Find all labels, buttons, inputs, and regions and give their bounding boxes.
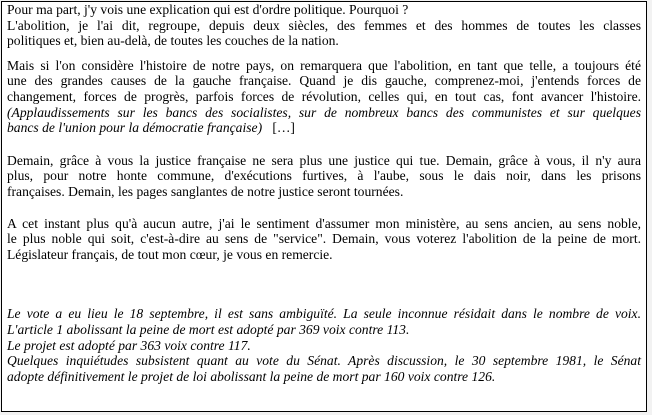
text-line: adopte définitivement le projet de loi abolissant la peine de mort par 160 voix contre 126. [7,368,496,384]
ellipsis-marker: […] [272,120,295,136]
applause-note-text: bancs de l'union pour la démocratie française) [7,120,263,136]
text-line: politiques et, bien au-delà, de toutes les couches de la nation. [7,33,339,49]
text-line: Le projet est adopté par 363 voix contre 117. [7,337,251,353]
text-line: Le vote a eu lieu le 18 septembre, il est sans ambiguïté. La seule inconnue résidait dans le nombre de voix. [7,306,641,322]
text-line: françaises. Demain, les pages sanglantes de notre justice seront tournées. [7,183,404,199]
document-frame [1,1,647,412]
paragraph-vote-result [7,306,641,384]
text-line: une des grandes causes de la gauche française. Quand je dis gauche, comprenez-moi, j'entends forces de [7,73,641,89]
text-line: Législateur français, de tout mon cœur, je vous en remercie. [7,246,333,262]
text-line: Quelques inquiétudes subsistent quant au vote du Sénat. Après discussion, le 30 septembre 1981, le Sénat [7,353,641,369]
text-line: le plus noble qui soit, c'est-à-dire au sens de "service". Demain, vous voterez l'abolition de la peine de mort. [7,231,641,247]
document-body [7,2,641,384]
text-line: Demain, grâce à vous la justice française ne sera plus une justice qui tue. Demain, grâce à vous, il n'y aura [7,152,641,168]
paragraph-tomorrow [7,153,641,200]
text-line: L'article 1 abolissant la peine de mort est adopté par 369 voix contre 113. [7,321,410,337]
text-line: plus, pour notre honte commune, d'exécutions furtives, à l'aube, sous le dais noir, dans les prisons [7,168,641,184]
text-line: changement, forces de progrès, parfois forces de révolution, celles qui, en tout cas, font avancer l'histoire. [7,88,641,104]
text-line: A cet instant plus qu'à aucun autre, j'ai le sentiment d'assumer mon ministère, au sens ancien, au sens noble, [7,215,641,231]
paragraph-history-left [7,58,641,136]
text-line: Pour ma part, j'y vois une explication qui est d'ordre politique. Pourquoi ? [7,2,409,17]
paragraph-conclusion [7,216,641,263]
text-line: L'abolition, je l'ai dit, regroupe, depuis deux siècles, des femmes et des hommes de toutes les classes [7,17,641,33]
applause-note-end [7,120,641,136]
applause-note: (Applaudissements sur les bancs des socialistes, sur de nombreux bancs des communistes et sur quelques [7,104,641,120]
text-line: Mais si l'on considère l'histoire de notre pays, on remarquera que l'abolition, en tant que telle, a toujours été [7,57,641,73]
paragraph-political-explanation [7,2,641,49]
